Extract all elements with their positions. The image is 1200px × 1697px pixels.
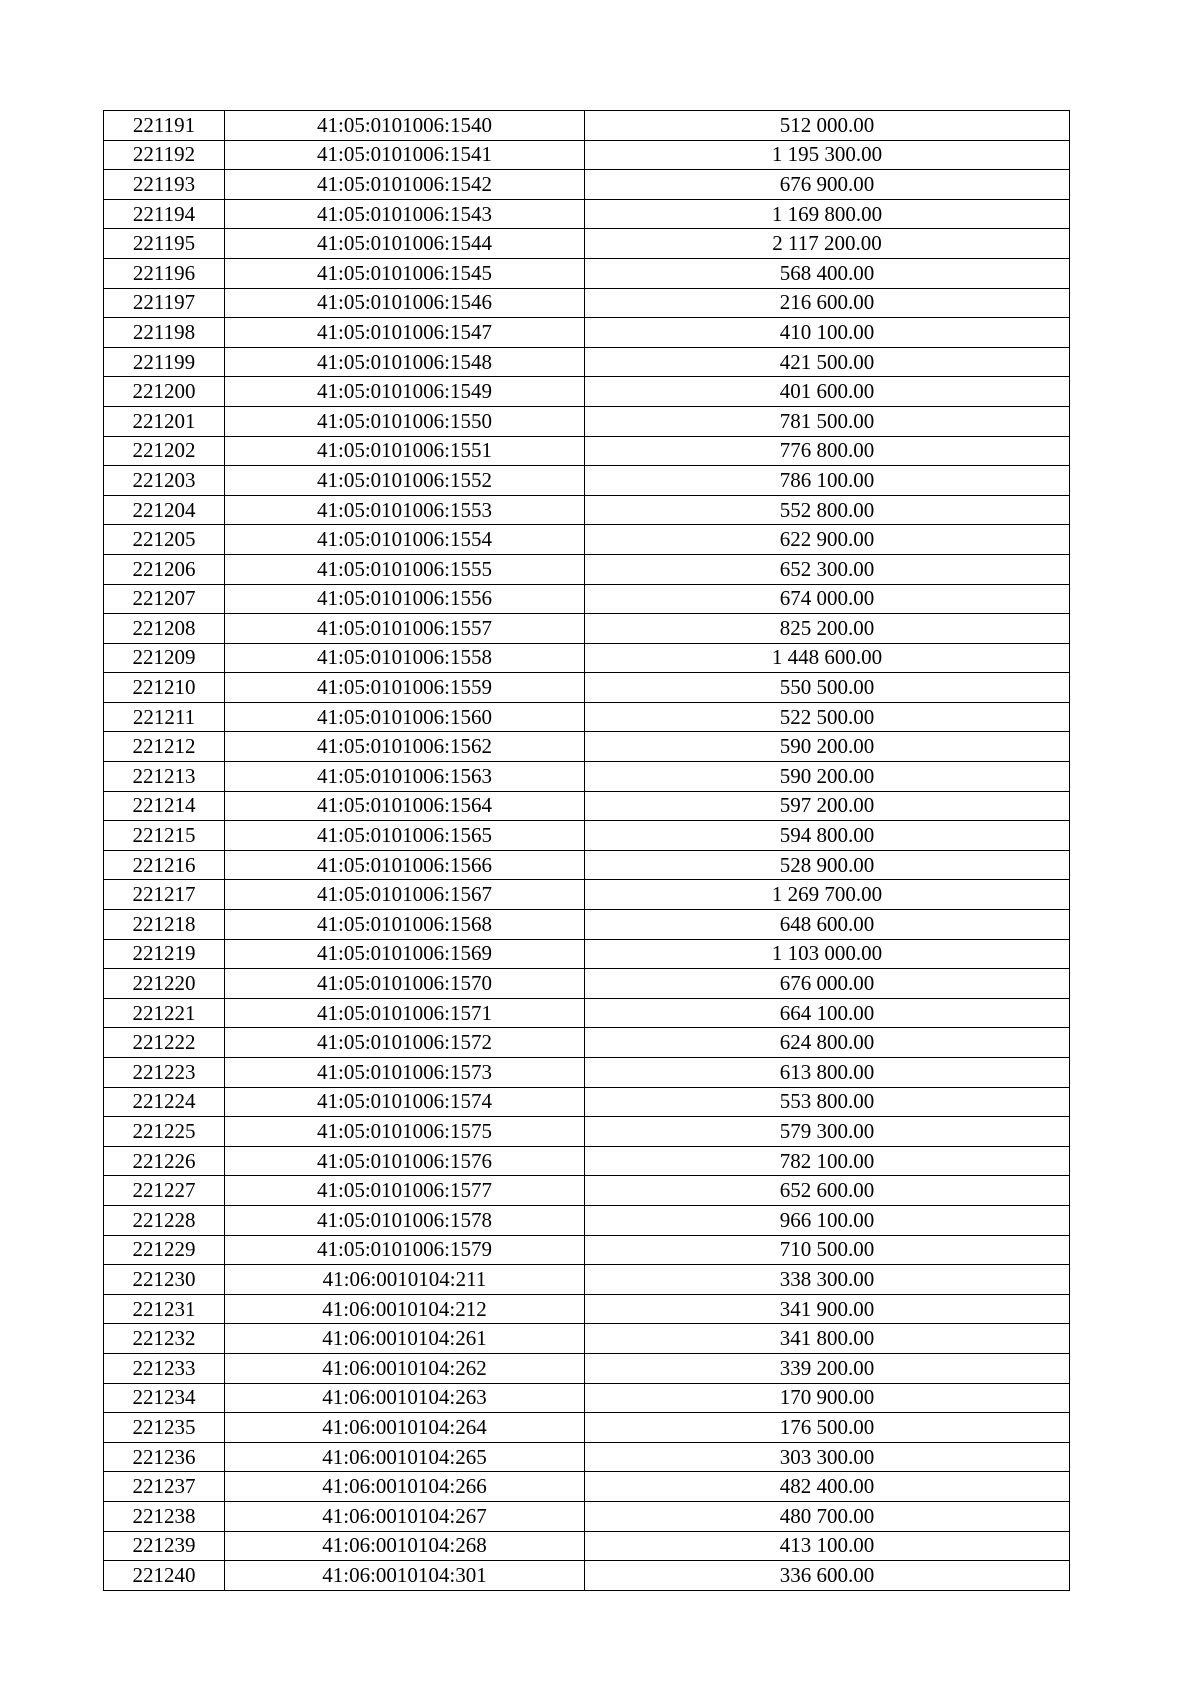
cadastral-number-cell: 41:05:0101006:1547 [225, 318, 585, 348]
cadastral-value-cell: 1 195 300.00 [585, 140, 1070, 170]
table-row [104, 702, 1070, 732]
table-row [104, 199, 1070, 229]
cadastral-value-cell: 676 000.00 [585, 969, 1070, 999]
row-number-cell: 221236 [104, 1442, 225, 1472]
table-row [104, 554, 1070, 584]
cadastral-number-cell: 41:05:0101006:1575 [225, 1117, 585, 1147]
cadastral-value-cell: 338 300.00 [585, 1265, 1070, 1295]
cadastral-number-cell: 41:05:0101006:1567 [225, 880, 585, 910]
row-number-cell: 221200 [104, 377, 225, 407]
table-row [104, 436, 1070, 466]
table-row [104, 998, 1070, 1028]
cadastral-value-cell: 552 800.00 [585, 495, 1070, 525]
table-row [104, 1087, 1070, 1117]
cadastral-value-cell: 624 800.00 [585, 1028, 1070, 1058]
table-row [104, 111, 1070, 141]
cadastral-value-cell: 622 900.00 [585, 525, 1070, 555]
row-number-cell: 221231 [104, 1294, 225, 1324]
row-number-cell: 221234 [104, 1383, 225, 1413]
row-number-cell: 221228 [104, 1205, 225, 1235]
cadastral-number-cell: 41:05:0101006:1543 [225, 199, 585, 229]
row-number-cell: 221201 [104, 406, 225, 436]
table-row [104, 466, 1070, 496]
row-number-cell: 221216 [104, 850, 225, 880]
cadastral-value-cell: 568 400.00 [585, 258, 1070, 288]
table-row [104, 495, 1070, 525]
cadastral-value-cell: 421 500.00 [585, 347, 1070, 377]
table-row [104, 1531, 1070, 1561]
cadastral-number-cell: 41:05:0101006:1541 [225, 140, 585, 170]
cadastral-number-cell: 41:05:0101006:1558 [225, 643, 585, 673]
table-row [104, 1235, 1070, 1265]
cadastral-number-cell: 41:05:0101006:1555 [225, 554, 585, 584]
cadastral-number-cell: 41:05:0101006:1568 [225, 910, 585, 940]
cadastral-number-cell: 41:05:0101006:1542 [225, 170, 585, 200]
row-number-cell: 221230 [104, 1265, 225, 1295]
cadastral-number-cell: 41:05:0101006:1554 [225, 525, 585, 555]
table-row [104, 1324, 1070, 1354]
table-row [104, 673, 1070, 703]
table-row [104, 1472, 1070, 1502]
table-row [104, 1028, 1070, 1058]
cadastral-number-cell: 41:05:0101006:1577 [225, 1176, 585, 1206]
cadastral-number-cell: 41:05:0101006:1576 [225, 1146, 585, 1176]
cadastral-value-cell: 664 100.00 [585, 998, 1070, 1028]
cadastral-value-cell: 216 600.00 [585, 288, 1070, 318]
row-number-cell: 221233 [104, 1353, 225, 1383]
cadastral-value-cell: 553 800.00 [585, 1087, 1070, 1117]
cadastral-value-cell: 1 169 800.00 [585, 199, 1070, 229]
cadastral-number-cell: 41:05:0101006:1569 [225, 939, 585, 969]
row-number-cell: 221238 [104, 1501, 225, 1531]
table-row [104, 1265, 1070, 1295]
cadastral-value-cell: 1 269 700.00 [585, 880, 1070, 910]
row-number-cell: 221205 [104, 525, 225, 555]
row-number-cell: 221202 [104, 436, 225, 466]
table-row [104, 406, 1070, 436]
cadastral-value-cell: 590 200.00 [585, 732, 1070, 762]
cadastral-value-cell: 480 700.00 [585, 1501, 1070, 1531]
row-number-cell: 221194 [104, 199, 225, 229]
row-number-cell: 221218 [104, 910, 225, 940]
table-row [104, 525, 1070, 555]
cadastral-number-cell: 41:05:0101006:1563 [225, 762, 585, 792]
table-row [104, 762, 1070, 792]
row-number-cell: 221222 [104, 1028, 225, 1058]
table-row [104, 732, 1070, 762]
cadastral-value-cell: 176 500.00 [585, 1413, 1070, 1443]
cadastral-value-cell: 594 800.00 [585, 821, 1070, 851]
cadastral-value-cell: 676 900.00 [585, 170, 1070, 200]
cadastral-value-cell: 652 300.00 [585, 554, 1070, 584]
table-row [104, 229, 1070, 259]
cadastral-value-cell: 341 900.00 [585, 1294, 1070, 1324]
cadastral-value-cell: 579 300.00 [585, 1117, 1070, 1147]
cadastral-number-cell: 41:05:0101006:1572 [225, 1028, 585, 1058]
cadastral-number-cell: 41:06:0010104:212 [225, 1294, 585, 1324]
table-row [104, 939, 1070, 969]
cadastral-value-cell: 966 100.00 [585, 1205, 1070, 1235]
cadastral-value-cell: 482 400.00 [585, 1472, 1070, 1502]
cadastral-value-cell: 413 100.00 [585, 1531, 1070, 1561]
cadastral-value-cell: 776 800.00 [585, 436, 1070, 466]
row-number-cell: 221227 [104, 1176, 225, 1206]
table-row [104, 850, 1070, 880]
table-row [104, 347, 1070, 377]
table-row [104, 1501, 1070, 1531]
table-row [104, 140, 1070, 170]
cadastral-value-cell: 303 300.00 [585, 1442, 1070, 1472]
row-number-cell: 221193 [104, 170, 225, 200]
cadastral-value-cell: 2 117 200.00 [585, 229, 1070, 259]
cadastral-number-cell: 41:05:0101006:1564 [225, 791, 585, 821]
table-body [104, 111, 1070, 1591]
cadastral-value-cell: 825 200.00 [585, 614, 1070, 644]
cadastral-number-cell: 41:05:0101006:1570 [225, 969, 585, 999]
table-row [104, 1294, 1070, 1324]
cadastral-number-cell: 41:05:0101006:1578 [225, 1205, 585, 1235]
cadastral-number-cell: 41:05:0101006:1550 [225, 406, 585, 436]
table-row [104, 170, 1070, 200]
cadastral-number-cell: 41:06:0010104:268 [225, 1531, 585, 1561]
cadastral-value-cell: 512 000.00 [585, 111, 1070, 141]
row-number-cell: 221196 [104, 258, 225, 288]
row-number-cell: 221240 [104, 1561, 225, 1591]
cadastral-value-cell: 341 800.00 [585, 1324, 1070, 1354]
cadastral-value-cell: 339 200.00 [585, 1353, 1070, 1383]
row-number-cell: 221215 [104, 821, 225, 851]
cadastral-number-cell: 41:06:0010104:267 [225, 1501, 585, 1531]
cadastral-value-cell: 782 100.00 [585, 1146, 1070, 1176]
row-number-cell: 221213 [104, 762, 225, 792]
row-number-cell: 221226 [104, 1146, 225, 1176]
cadastral-number-cell: 41:05:0101006:1548 [225, 347, 585, 377]
row-number-cell: 221191 [104, 111, 225, 141]
cadastral-number-cell: 41:05:0101006:1574 [225, 1087, 585, 1117]
table-row [104, 1205, 1070, 1235]
row-number-cell: 221207 [104, 584, 225, 614]
row-number-cell: 221210 [104, 673, 225, 703]
cadastral-number-cell: 41:05:0101006:1559 [225, 673, 585, 703]
cadastral-number-cell: 41:06:0010104:211 [225, 1265, 585, 1295]
cadastral-number-cell: 41:05:0101006:1549 [225, 377, 585, 407]
cadastral-value-cell: 336 600.00 [585, 1561, 1070, 1591]
table-row [104, 880, 1070, 910]
row-number-cell: 221209 [104, 643, 225, 673]
cadastral-value-cell: 1 103 000.00 [585, 939, 1070, 969]
table-row [104, 1383, 1070, 1413]
row-number-cell: 221219 [104, 939, 225, 969]
cadastral-value-cell: 597 200.00 [585, 791, 1070, 821]
cadastral-value-cell: 410 100.00 [585, 318, 1070, 348]
cadastral-value-cell: 522 500.00 [585, 702, 1070, 732]
table-row [104, 910, 1070, 940]
row-number-cell: 221225 [104, 1117, 225, 1147]
table-row [104, 1058, 1070, 1088]
cadastral-number-cell: 41:06:0010104:265 [225, 1442, 585, 1472]
row-number-cell: 221195 [104, 229, 225, 259]
row-number-cell: 221204 [104, 495, 225, 525]
cadastral-value-cell: 1 448 600.00 [585, 643, 1070, 673]
cadastral-value-cell: 401 600.00 [585, 377, 1070, 407]
cadastral-number-cell: 41:05:0101006:1552 [225, 466, 585, 496]
table-row [104, 1117, 1070, 1147]
cadastral-number-cell: 41:06:0010104:263 [225, 1383, 585, 1413]
cadastral-number-cell: 41:05:0101006:1553 [225, 495, 585, 525]
table-row [104, 1353, 1070, 1383]
row-number-cell: 221198 [104, 318, 225, 348]
cadastral-value-cell: 648 600.00 [585, 910, 1070, 940]
cadastral-value-cell: 590 200.00 [585, 762, 1070, 792]
table-row [104, 1413, 1070, 1443]
table-row [104, 377, 1070, 407]
table-row [104, 1442, 1070, 1472]
row-number-cell: 221232 [104, 1324, 225, 1354]
table-row [104, 643, 1070, 673]
cadastral-number-cell: 41:05:0101006:1540 [225, 111, 585, 141]
cadastral-number-cell: 41:06:0010104:261 [225, 1324, 585, 1354]
cadastral-value-cell: 550 500.00 [585, 673, 1070, 703]
row-number-cell: 221214 [104, 791, 225, 821]
table-row [104, 821, 1070, 851]
cadastral-value-cell: 170 900.00 [585, 1383, 1070, 1413]
table-row [104, 1146, 1070, 1176]
cadastral-number-cell: 41:05:0101006:1545 [225, 258, 585, 288]
table-row [104, 1176, 1070, 1206]
cadastral-number-cell: 41:05:0101006:1562 [225, 732, 585, 762]
row-number-cell: 221217 [104, 880, 225, 910]
table-row [104, 1561, 1070, 1591]
table-row [104, 318, 1070, 348]
cadastral-value-cell: 674 000.00 [585, 584, 1070, 614]
row-number-cell: 221224 [104, 1087, 225, 1117]
cadastral-number-cell: 41:05:0101006:1571 [225, 998, 585, 1028]
row-number-cell: 221197 [104, 288, 225, 318]
cadastral-value-cell: 781 500.00 [585, 406, 1070, 436]
row-number-cell: 221223 [104, 1058, 225, 1088]
row-number-cell: 221211 [104, 702, 225, 732]
row-number-cell: 221239 [104, 1531, 225, 1561]
row-number-cell: 221203 [104, 466, 225, 496]
row-number-cell: 221212 [104, 732, 225, 762]
cadastral-value-cell: 528 900.00 [585, 850, 1070, 880]
table-row [104, 614, 1070, 644]
cadastral-value-cell: 786 100.00 [585, 466, 1070, 496]
row-number-cell: 221192 [104, 140, 225, 170]
row-number-cell: 221199 [104, 347, 225, 377]
cadastral-value-cell: 652 600.00 [585, 1176, 1070, 1206]
row-number-cell: 221208 [104, 614, 225, 644]
table-row [104, 969, 1070, 999]
table-row [104, 258, 1070, 288]
table-row [104, 791, 1070, 821]
cadastral-number-cell: 41:06:0010104:266 [225, 1472, 585, 1502]
cadastral-value-table [103, 110, 1070, 1591]
row-number-cell: 221221 [104, 998, 225, 1028]
cadastral-number-cell: 41:05:0101006:1573 [225, 1058, 585, 1088]
row-number-cell: 221229 [104, 1235, 225, 1265]
row-number-cell: 221206 [104, 554, 225, 584]
cadastral-number-cell: 41:06:0010104:264 [225, 1413, 585, 1443]
cadastral-number-cell: 41:05:0101006:1560 [225, 702, 585, 732]
row-number-cell: 221237 [104, 1472, 225, 1502]
cadastral-number-cell: 41:05:0101006:1579 [225, 1235, 585, 1265]
row-number-cell: 221220 [104, 969, 225, 999]
cadastral-number-cell: 41:05:0101006:1565 [225, 821, 585, 851]
cadastral-value-cell: 710 500.00 [585, 1235, 1070, 1265]
cadastral-value-cell: 613 800.00 [585, 1058, 1070, 1088]
row-number-cell: 221235 [104, 1413, 225, 1443]
cadastral-number-cell: 41:05:0101006:1551 [225, 436, 585, 466]
cadastral-number-cell: 41:05:0101006:1557 [225, 614, 585, 644]
table-row [104, 288, 1070, 318]
table-row [104, 584, 1070, 614]
cadastral-number-cell: 41:05:0101006:1546 [225, 288, 585, 318]
cadastral-number-cell: 41:06:0010104:262 [225, 1353, 585, 1383]
cadastral-number-cell: 41:05:0101006:1566 [225, 850, 585, 880]
cadastral-number-cell: 41:05:0101006:1544 [225, 229, 585, 259]
cadastral-number-cell: 41:05:0101006:1556 [225, 584, 585, 614]
cadastral-number-cell: 41:06:0010104:301 [225, 1561, 585, 1591]
